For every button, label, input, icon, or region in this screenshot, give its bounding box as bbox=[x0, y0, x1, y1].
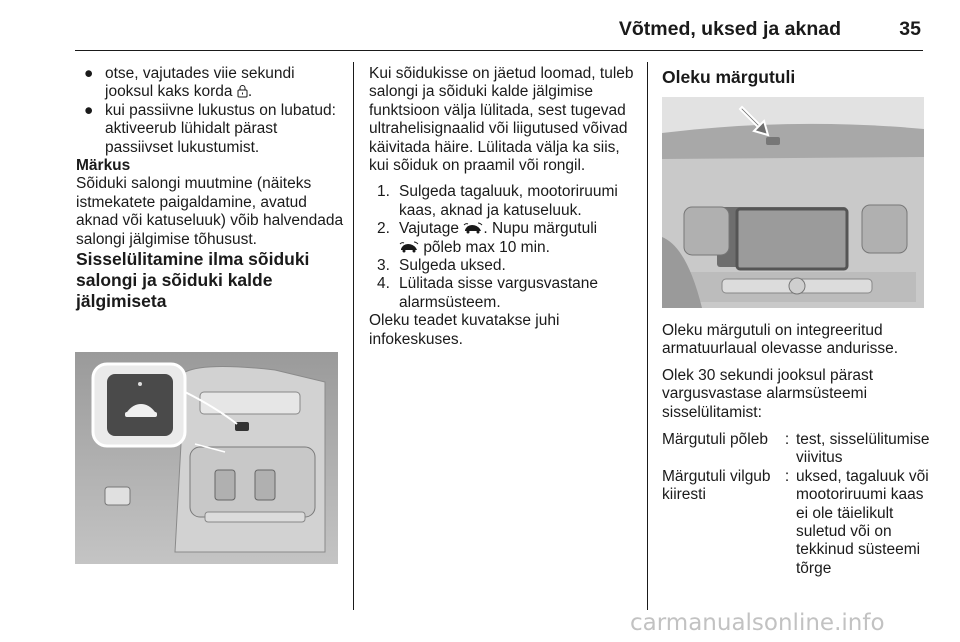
column-2 bbox=[369, 65, 641, 349]
watermark: carmanualsonline.info bbox=[630, 610, 885, 636]
list-item: 1. Sulgeda tagaluuk, mootoriruumi kaas, aknad ja katuseluuk. bbox=[377, 183, 618, 219]
paragraph: Olek 30 sekundi jooksul pärast vargusvastase alarmsüsteemi sisselülitamist: bbox=[662, 366, 874, 421]
list-item: 2. Vajutage . Nupu märgutuli põleb max 10 min. bbox=[377, 220, 598, 256]
table-separator: : bbox=[784, 431, 790, 449]
bullet-item: ● otse, vajutades viie sekundi jooksul kaks korda . bbox=[84, 65, 295, 101]
lock-icon bbox=[237, 84, 248, 98]
note-heading: Märkus bbox=[76, 157, 131, 175]
bullet-item: ● kui passiivne lukustus on lubatud: aktiveerub lühidalt pärast passiivset lukustumist. bbox=[84, 101, 336, 156]
column-divider-1 bbox=[353, 62, 354, 610]
table-row bbox=[662, 431, 934, 468]
table-key: Märgutuli vilgub kiiresti bbox=[662, 467, 771, 504]
overhead-console-photo bbox=[75, 352, 338, 564]
section-heading: Sisselülitamine ilma sõiduki salongi ja sõiduki kalde jälgimiseta bbox=[76, 249, 310, 312]
intro-paragraph: Kui sõidukisse on jäetud loomad, tuleb salongi ja sõiduki kalde jälgimise funktsioon välja lülitada, sest tugevad ultrahelisignaalid või liigutused võivad käivitada häire. Lülitada välja ka siis, kui sõiduk on praamil või rongil. bbox=[369, 65, 634, 175]
bullet-dot: ● bbox=[84, 65, 94, 82]
table-separator: : bbox=[784, 467, 790, 485]
page-title: Võtmed, uksed ja aknad bbox=[618, 18, 841, 40]
status-table bbox=[662, 431, 934, 578]
steps-list bbox=[369, 183, 641, 312]
list-item: 4. Lülitada sisse vargusvastane alarmsüsteem. bbox=[377, 275, 599, 311]
table-row bbox=[662, 468, 934, 578]
car-tilt-icon bbox=[463, 222, 483, 234]
column-1 bbox=[76, 65, 344, 312]
page-number: 35 bbox=[899, 18, 921, 40]
page-header bbox=[75, 18, 923, 51]
column-3-body bbox=[662, 322, 930, 578]
paragraph: Oleku märgutuli on integreeritud armatuurlaual olevasse andurisse. bbox=[662, 322, 899, 358]
column-divider-2 bbox=[647, 62, 648, 610]
table-key: Märgutuli põleb bbox=[662, 431, 768, 449]
list-item: 3. Sulgeda uksed. bbox=[377, 257, 506, 275]
dashboard-photo bbox=[662, 97, 924, 308]
bullet-dot: ● bbox=[84, 101, 94, 119]
table-value: test, sisselülitumise viivitus bbox=[796, 431, 930, 467]
car-tilt-icon bbox=[399, 241, 419, 253]
section-heading: Oleku märgutuli bbox=[662, 67, 796, 87]
column-3 bbox=[662, 65, 924, 88]
note-text: Sõiduki salongi muutmine (näiteks istmekatete paigaldamine, avatud aknad või katuseluuk) võib halvendada salongi jälgimise tõhusust. bbox=[76, 175, 344, 248]
outro-paragraph: Oleku teadet kuvatakse juhi infokeskuses. bbox=[369, 312, 560, 348]
table-value: uksed, tagaluuk või mootoriruumi kaas ei ole täielikult suletud või on tekkinud süsteemi tõrge bbox=[796, 467, 929, 577]
